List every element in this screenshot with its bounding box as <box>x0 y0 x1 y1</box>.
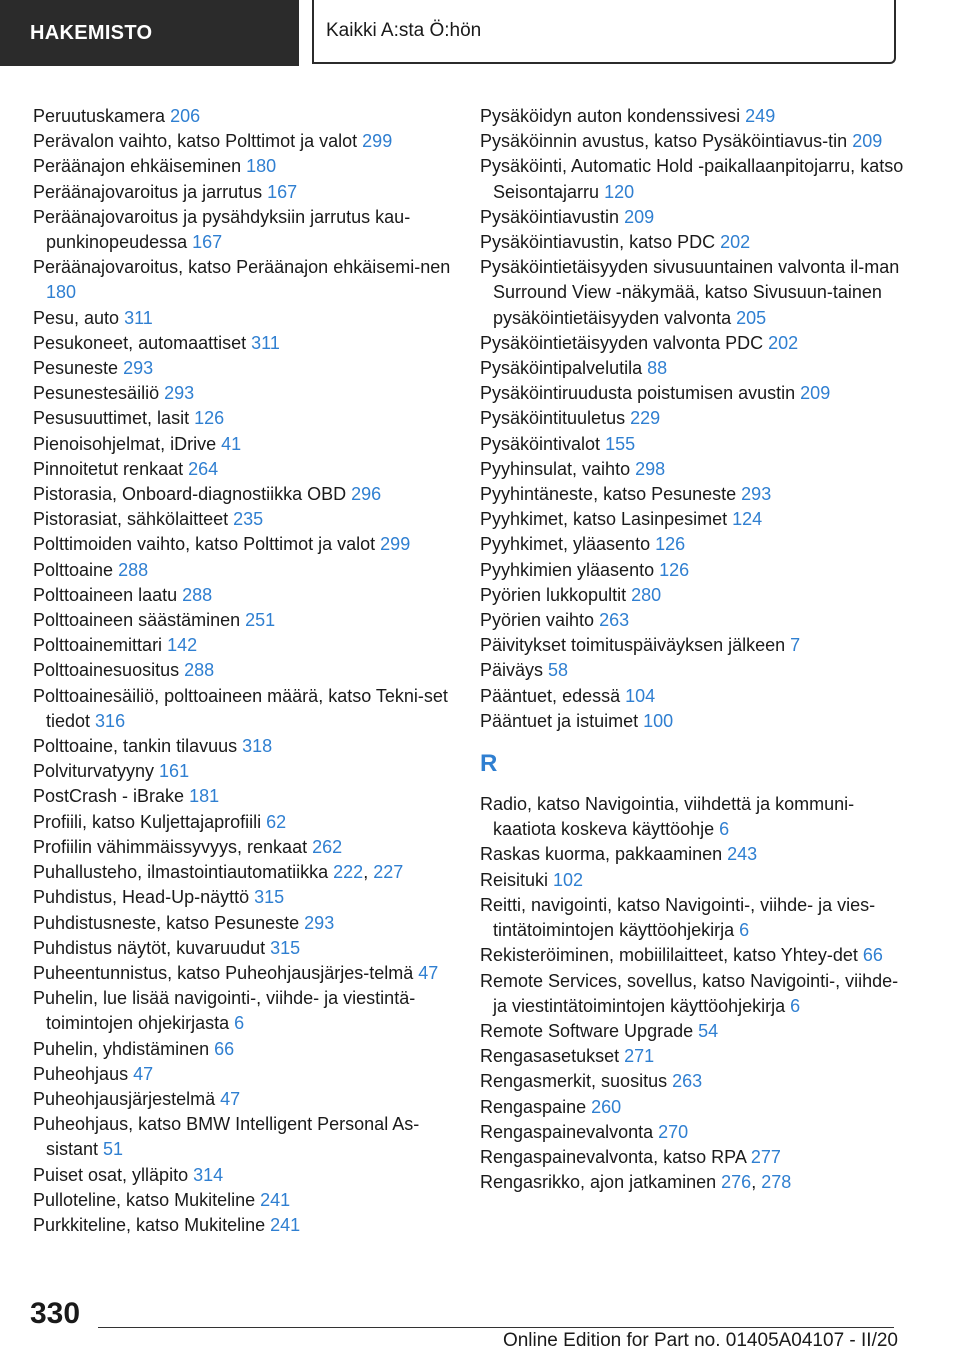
index-entry-text: Pysäköinti, Automatic Hold -paikallaanpitojarru, katso Seisontajarru <box>480 156 904 202</box>
index-entry-text: Peräänajovaroitus ja jarrutus <box>33 181 268 202</box>
index-entry-text: Pyyhintäneste, katso Pesuneste <box>480 484 742 505</box>
page-link[interactable]: 276 <box>721 1172 752 1193</box>
page-link[interactable]: 88 <box>647 358 668 379</box>
page-link[interactable]: 288 <box>184 660 215 681</box>
index-entry <box>480 893 910 943</box>
page-link[interactable]: 229 <box>630 408 661 429</box>
page-link[interactable]: 293 <box>741 484 772 505</box>
index-entry <box>480 709 910 734</box>
page-link[interactable]: 206 <box>170 106 201 126</box>
index-entry-text: Puhdistusneste, katso Pesuneste <box>33 912 305 933</box>
page-link[interactable]: 293 <box>304 912 335 933</box>
index-entry: Puhallusteho, ilmastointiautomatiikka 222, 227 <box>33 862 404 883</box>
index-entry-text: Reisituki <box>480 869 554 890</box>
index-entry <box>480 943 910 968</box>
index-entry-text: Peräänajon ehkäiseminen <box>33 156 247 177</box>
index-entry-text: Rengaspainevalvonta <box>480 1121 659 1142</box>
index-entry-text: Pienoisohjelmat, iDrive <box>33 433 222 454</box>
index-entry-text: Pysäköintipalvelutila <box>480 358 648 379</box>
page-link[interactable]: 318 <box>242 736 273 757</box>
index-entry <box>33 457 453 482</box>
index-entry <box>33 205 453 255</box>
index-entry-text: Puheohjaus <box>33 1063 134 1084</box>
page-link[interactable]: 167 <box>267 181 298 202</box>
index-entry-text: Pysäköintituuletus <box>480 408 631 429</box>
page-link[interactable]: 314 <box>193 1164 224 1185</box>
index-entry-text: Pysäköintivalot <box>480 433 606 454</box>
page-link[interactable]: 126 <box>655 534 686 555</box>
page-link[interactable]: 6 <box>790 995 801 1016</box>
index-entry-text: Reitti, navigointi, katso Navigointi-, viihde- ja vies-tintätoimintojen käyttöohjekirja <box>480 894 876 941</box>
index-entry-text: Pulloteline, katso Mukiteline <box>33 1189 261 1210</box>
index-entry-text: Puiset osat, ylläpito <box>33 1164 194 1185</box>
index-entry <box>480 558 910 583</box>
index-column-right <box>480 104 910 1195</box>
index-entry <box>33 406 453 431</box>
index-entry <box>480 129 910 154</box>
page-link[interactable]: 299 <box>362 131 393 152</box>
page-link[interactable]: 227 <box>373 862 404 883</box>
index-entry-text: Puheohjaus, katso BMW Intelligent Personal As-sistant <box>33 1114 420 1160</box>
page-number: 330 <box>30 1297 81 1330</box>
index-entry <box>480 331 910 356</box>
index-entry <box>33 759 453 784</box>
index-entry <box>480 532 910 557</box>
index-entry-text: Peräänajovaroitus ja pysähdyksiin jarrutus kau-punkinopeudessa <box>33 206 411 253</box>
page-link[interactable]: 126 <box>659 559 690 580</box>
index-entry-text: Raskas kuorma, pakkaaminen <box>480 844 728 865</box>
index-entry <box>33 532 453 557</box>
section-letter-r: R <box>480 750 498 778</box>
index-entry <box>480 104 910 129</box>
index-group-p <box>480 104 910 734</box>
index-entry-text: Puhallusteho, ilmastointiautomatiikka <box>33 862 334 883</box>
index-entry <box>480 205 910 230</box>
index-entry-text: Remote Software Upgrade <box>480 1020 699 1041</box>
index-entry-text: Rengasasetukset <box>480 1046 625 1067</box>
index-entry <box>33 154 453 179</box>
index-entry <box>33 104 453 129</box>
index-entry <box>33 331 453 356</box>
index-entry-text: Polttoainesuositus <box>33 660 185 681</box>
index-entry-text: Puhdistus näytöt, kuvaruudut <box>33 937 271 958</box>
page-link[interactable]: 167 <box>192 232 223 253</box>
index-entry-text: Polttoaine <box>33 559 119 580</box>
index-entry-text: Polttoaineen säästäminen <box>33 610 246 631</box>
index-entry-text: Polttoaineen laatu <box>33 584 183 605</box>
index-entry-text: Pyyhkimien yläasento <box>480 559 660 580</box>
index-entry <box>480 230 910 255</box>
index-entry <box>480 583 910 608</box>
index-entry-text: Pesukoneet, automaattiset <box>33 332 252 353</box>
page-link[interactable]: 100 <box>643 710 674 731</box>
tab-a-to-z-label: Kaikki A:sta Ö:hön <box>326 20 482 41</box>
index-entry <box>33 835 453 860</box>
index-entry-text: Profiili, katso Kuljettajaprofiili <box>33 811 267 832</box>
index-entry-text: Puheohjausjärjestelmä <box>33 1088 221 1109</box>
index-entry-text: Pääntuet ja istuimet <box>480 710 644 731</box>
index-entry <box>33 381 453 406</box>
page-link[interactable]: 161 <box>159 761 190 782</box>
index-entry-text: Pesu, auto <box>33 307 125 328</box>
page-link[interactable]: 180 <box>246 156 277 177</box>
index-entry <box>480 1095 910 1120</box>
page-link[interactable]: 120 <box>604 181 635 202</box>
index-entry <box>480 684 910 709</box>
index-entry-text: Purkkiteline, katso Mukiteline <box>33 1214 271 1235</box>
index-entry <box>33 432 453 457</box>
page-link[interactable]: 180 <box>46 282 77 303</box>
index-entry-text: Puhelin, yhdistäminen <box>33 1038 215 1059</box>
index-entry-text: Pesunestesäiliö <box>33 383 165 404</box>
index-entry <box>480 792 910 842</box>
index-entry <box>33 482 453 507</box>
index-entry <box>480 381 910 406</box>
page-link[interactable]: 155 <box>605 433 636 454</box>
index-entry <box>480 658 910 683</box>
index-entry-text: Puhelin, lue lisää navigointi-, viihde- ja viestintä-toimintojen ohjekirjasta <box>33 988 416 1034</box>
index-entry-text: Radio, katso Navigointia, viihdettä ja kommuni-kaatiota koskeva käyttöohje <box>480 794 855 840</box>
page-link[interactable]: 288 <box>182 584 213 605</box>
tab-index-label: HAKEMISTO <box>30 21 153 44</box>
index-entry <box>33 255 453 305</box>
page-link[interactable]: 235 <box>233 509 264 530</box>
index-entry-text: Pysäköintietäisyyden valvonta PDC <box>480 332 769 353</box>
page-link[interactable]: 209 <box>852 131 883 152</box>
index-entry <box>480 842 910 867</box>
page-link[interactable]: 47 <box>220 1088 241 1109</box>
index-entry <box>480 1120 910 1145</box>
index-entry-text: PostCrash - iBrake <box>33 786 190 807</box>
index-entry <box>33 1062 453 1087</box>
page-link[interactable]: 6 <box>739 920 750 941</box>
index-entry-text: Pesuneste <box>33 358 124 379</box>
page-link[interactable]: 299 <box>380 534 411 555</box>
index-entry <box>480 457 910 482</box>
page-link[interactable]: 209 <box>800 383 831 404</box>
page-link[interactable]: 315 <box>270 937 301 958</box>
page-link[interactable]: 142 <box>167 635 198 656</box>
index-entry-text: Polttoainemittari <box>33 635 168 656</box>
page-link[interactable]: 243 <box>727 844 758 865</box>
index-entry-text: Pyyhinsulat, vaihto <box>480 458 636 479</box>
page-link[interactable]: 288 <box>118 559 149 580</box>
page-link[interactable]: 298 <box>635 458 666 479</box>
page-link[interactable]: 241 <box>270 1214 301 1235</box>
index-entry-text: Pysäköintiruudusta poistumisen avustin <box>480 383 801 404</box>
index-column-left <box>33 104 453 1238</box>
index-entry <box>480 1044 910 1069</box>
index-entry-text: Pesusuuttimet, lasit <box>33 408 195 429</box>
index-entry <box>480 868 910 893</box>
index-entry-text: Polviturvatyyny <box>33 761 160 782</box>
index-entry <box>33 356 453 381</box>
index-entry-text: Peruutuskamera <box>33 106 171 126</box>
index-entry-text: Polttoaine, tankin tilavuus <box>33 736 243 757</box>
index-entry <box>33 1188 453 1213</box>
index-entry-text: Peräänajovaroitus, katso Peräänajon ehkäisemi-nen <box>33 257 451 278</box>
index-entry <box>33 1112 453 1162</box>
page-link[interactable]: 58 <box>548 660 569 681</box>
page-link[interactable]: 209 <box>624 206 655 227</box>
index-entry <box>480 507 910 532</box>
index-entry <box>480 154 910 204</box>
page-link[interactable]: 293 <box>164 383 195 404</box>
index-entry-text: Pyyhkimet, yläasento <box>480 534 656 555</box>
index-entry <box>480 1145 910 1170</box>
index-entry <box>33 180 453 205</box>
page-link[interactable]: 277 <box>750 1146 781 1167</box>
index-entry-text: Puheentunnistus, katso Puheohjausjärjes-telmä <box>33 962 419 983</box>
index-entry <box>33 633 453 658</box>
page-link[interactable]: 270 <box>658 1121 689 1142</box>
index-entry <box>33 885 453 910</box>
page-link[interactable]: 66 <box>862 945 883 966</box>
page-link[interactable]: 126 <box>194 408 225 429</box>
page-link[interactable]: 54 <box>698 1020 719 1041</box>
index-entry <box>33 684 453 734</box>
index-entry-text: Polttoainesäiliö, polttoaineen määrä, katso Tekni-set tiedot <box>33 685 448 731</box>
index-entry <box>33 507 453 532</box>
index-entry <box>33 911 453 936</box>
index-entry-text: Pyyhkimet, katso Lasinpesimet <box>480 509 733 530</box>
page-link[interactable]: 104 <box>625 685 656 706</box>
index-entry <box>33 558 453 583</box>
page-link[interactable]: 241 <box>260 1189 291 1210</box>
index-entry: Rengasrikko, ajon jatkaminen 276, 278 <box>480 1172 792 1193</box>
page-link[interactable]: 51 <box>103 1139 124 1160</box>
index-entry-text: Pyörien lukkopultit <box>480 584 632 605</box>
index-entry-text: Pääntuet, edessä <box>480 685 626 706</box>
index-entry-text: Pyörien vaihto <box>480 610 600 631</box>
index-entry-text: Pysäköidyn auton kondenssivesi <box>480 106 746 126</box>
page-link[interactable]: 202 <box>720 232 751 253</box>
index-entry-text: Remote Services, sovellus, katso Navigointi-, viihde- ja viestintätoimintojen käyttöohjekirja <box>480 970 899 1016</box>
index-entry <box>33 306 453 331</box>
page-link[interactable]: 66 <box>214 1038 235 1059</box>
page-link[interactable]: 41 <box>221 433 242 454</box>
page-link[interactable]: 202 <box>768 332 799 353</box>
index-entry-text: Pysäköinnin avustus, katso Pysäköintiavus-tin <box>480 131 853 152</box>
index-entry <box>33 1037 453 1062</box>
page-link[interactable]: 251 <box>245 610 276 631</box>
index-entry <box>480 255 910 331</box>
index-entry <box>33 658 453 683</box>
index-entry <box>33 961 453 986</box>
page-link[interactable]: 102 <box>553 869 584 890</box>
page-link[interactable]: 47 <box>133 1063 154 1084</box>
footer-edition: Online Edition for Part no. 01405A04107 - II/20 <box>502 1330 898 1351</box>
index-entry <box>480 356 910 381</box>
page-link[interactable]: 264 <box>188 458 219 479</box>
page-link[interactable]: 222 <box>333 862 364 883</box>
footer-divider <box>98 1327 894 1328</box>
tab-index[interactable] <box>0 0 299 66</box>
page-link[interactable]: 263 <box>599 610 630 631</box>
index-entry-text: Polttimoiden vaihto, katso Polttimot ja valot <box>33 534 381 555</box>
index-entry <box>33 734 453 759</box>
page-link[interactable]: 47 <box>418 962 439 983</box>
page-link[interactable]: 293 <box>123 358 154 379</box>
index-entry-text: Pistorasiat, sähkölaitteet <box>33 509 234 530</box>
page-link[interactable]: 280 <box>631 584 662 605</box>
index-entry-text: Rengasmerkit, suositus <box>480 1071 673 1092</box>
page-link[interactable]: 315 <box>254 887 285 908</box>
page-link[interactable]: 6 <box>234 1013 245 1034</box>
page-link[interactable]: 249 <box>745 106 776 126</box>
page-link[interactable]: 271 <box>624 1046 655 1067</box>
index-entry <box>33 1087 453 1112</box>
index-entry <box>33 810 453 835</box>
page-link[interactable]: 124 <box>732 509 763 530</box>
page-link[interactable]: 278 <box>761 1172 792 1193</box>
index-entry <box>33 129 453 154</box>
index-entry <box>480 432 910 457</box>
page-link[interactable]: 205 <box>736 307 767 328</box>
index-entry-text: Rekisteröiminen, mobiililaitteet, katso Yhtey-det <box>480 945 863 966</box>
page-link[interactable]: 6 <box>719 819 730 840</box>
page-link[interactable]: 260 <box>591 1096 622 1117</box>
tab-a-to-z[interactable] <box>312 0 896 64</box>
index-entry-text: Päivitykset toimituspäiväyksen jälkeen <box>480 635 791 656</box>
page-link[interactable]: 311 <box>251 332 280 353</box>
index-entry-text: Pistorasia, Onboard-diagnostiikka OBD <box>33 484 352 505</box>
index-entry-text: Pysäköintietäisyyden sivusuuntainen valvonta il-man Surround View -näkymää, katso Sivusuun-tainen pysäköintietäisyyden valvonta <box>480 257 900 328</box>
index-entry <box>33 608 453 633</box>
page-link[interactable]: 262 <box>312 836 343 857</box>
index-entry-text: Pysäköintiavustin <box>480 206 625 227</box>
index-entry <box>480 969 910 1019</box>
page-link[interactable]: 316 <box>95 710 126 731</box>
page-link[interactable]: 181 <box>189 786 220 807</box>
page-link[interactable]: 311 <box>124 307 153 328</box>
index-entry-text: Rengasrikko, ajon jatkaminen <box>480 1172 722 1193</box>
index-entry <box>33 986 453 1036</box>
index-entry <box>480 406 910 431</box>
index-entry-text: Perävalon vaihto, katso Polttimot ja valot <box>33 131 363 152</box>
page-link[interactable]: 263 <box>672 1071 703 1092</box>
index-entry <box>33 784 453 809</box>
index-entry <box>480 608 910 633</box>
index-entry <box>33 583 453 608</box>
index-entry <box>33 1163 453 1188</box>
index-entry <box>480 633 910 658</box>
index-entry-text: Puhdistus, Head-Up-näyttö <box>33 887 255 908</box>
index-entry <box>480 1019 910 1044</box>
index-entry-text: Profiilin vähimmäissyvyys, renkaat <box>33 836 313 857</box>
index-entry-text: Rengaspainevalvonta, katso RPA <box>480 1146 751 1167</box>
page-link[interactable]: 296 <box>351 484 382 505</box>
index-entry-text: Pinnoitetut renkaat <box>33 458 189 479</box>
index-entry-text: Päiväys <box>480 660 549 681</box>
index-entry-text: Pysäköintiavustin, katso PDC <box>480 232 721 253</box>
index-entry <box>33 1213 453 1238</box>
index-group-r <box>480 792 910 1195</box>
page-link[interactable]: 62 <box>266 811 287 832</box>
index-entry <box>480 482 910 507</box>
index-entry <box>480 1069 910 1094</box>
index-entry-text: Rengaspaine <box>480 1096 592 1117</box>
index-entry <box>33 936 453 961</box>
page-link[interactable]: 7 <box>790 635 801 656</box>
